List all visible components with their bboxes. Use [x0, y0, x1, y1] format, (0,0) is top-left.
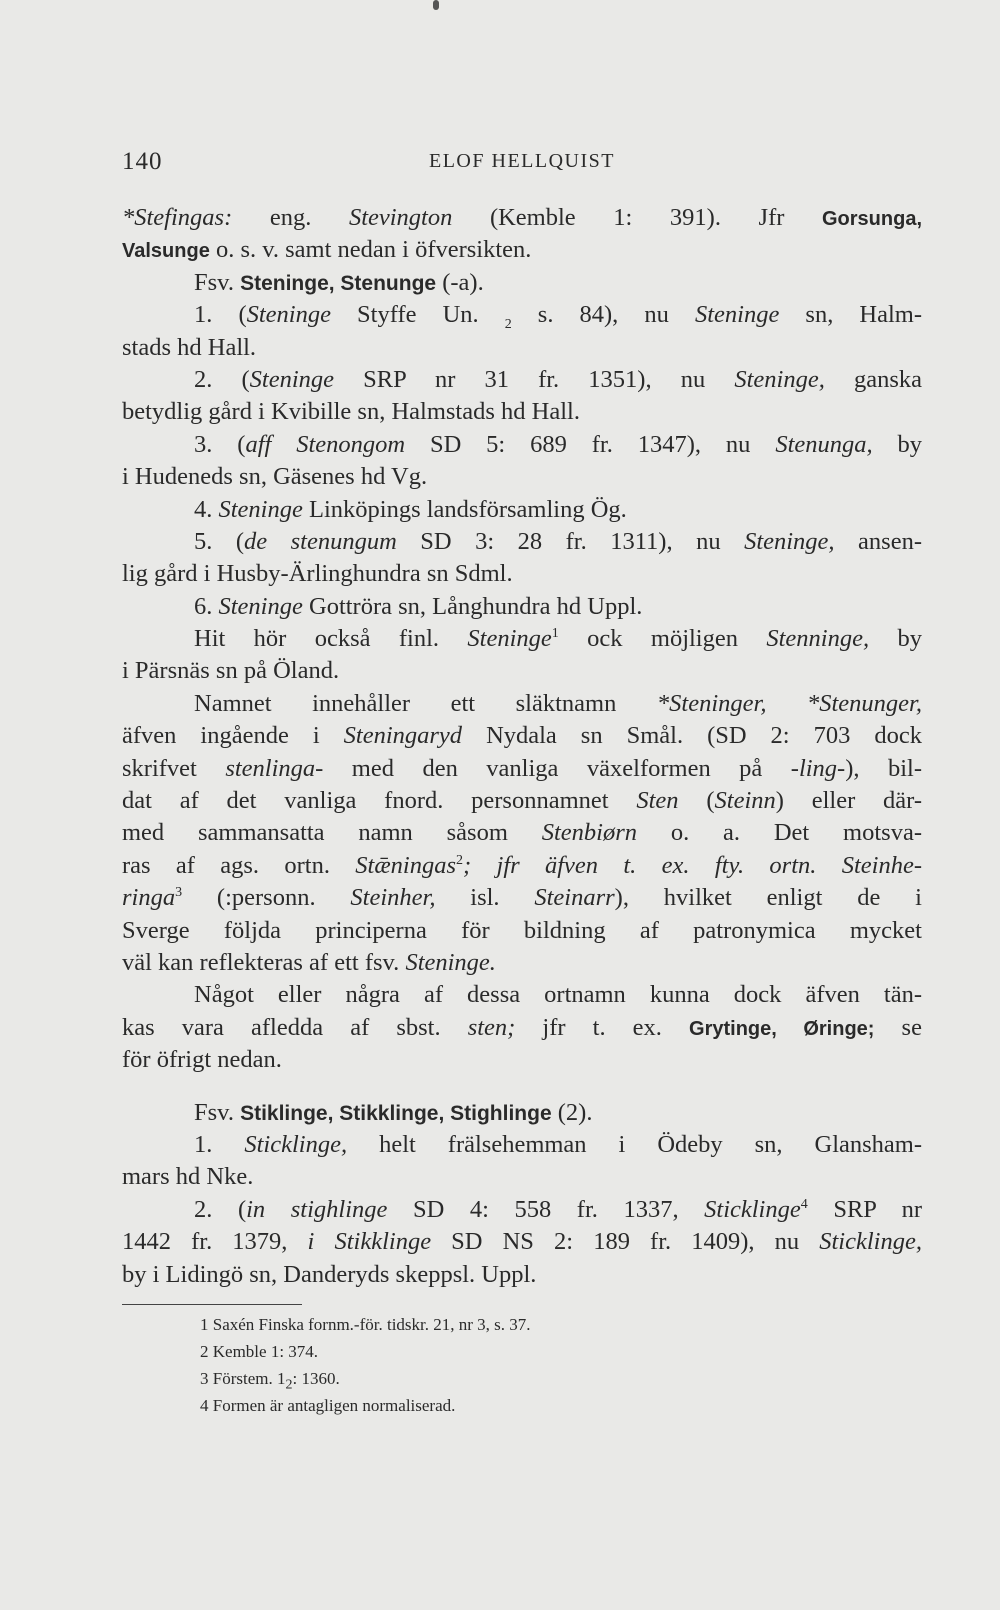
text-line: 1442 fr. 1379, i Stikklinge SD NS 2: 189 fr. 1409), nu Sticklinge, [122, 1228, 922, 1256]
text-line: Något eller några af dessa ortnamn kunna dock äfven tän- [194, 981, 922, 1009]
text-line: med sammansatta namn såsom Stenbiørn o. a. Det motsva- [122, 819, 922, 847]
text-line: ringa$^3$ (:personn. Steinher, isl. Steinarr), hvilket enligt de i [122, 884, 922, 912]
footnote: 1 Saxén Finska fornm.-för. tidskr. 21, nr 3, s. 37. [200, 1314, 531, 1334]
text-line: 1. Sticklinge, helt frälsehemman i Ödeby sn, Glansham- [194, 1130, 922, 1158]
text-line: *Stefingas: eng. Stevington (Kemble 1: 391). Jfr Gorsunga, [122, 204, 922, 231]
text-line: 3. (aff Stenongom SD 5: 689 fr. 1347), nu Stenunga, by [194, 430, 923, 458]
text-line: 2. (in stighlinge SD 4: 558 fr. 1337, Sticklinge$^4$ SRP nr [194, 1195, 922, 1223]
text-line: 2. (Steninge SRP nr 31 fr. 1351), nu Steninge, ganska [194, 365, 922, 393]
text-line: i Hudeneds sn, Gäsenes hd Vg. [122, 463, 428, 491]
page-number: 140 [122, 148, 163, 175]
text-line: by i Lidingö sn, Danderyds skeppsl. Uppl. [122, 1260, 537, 1288]
footnote: 4 Formen är antagligen normaliserad. [200, 1395, 456, 1415]
text-line: Namnet innehåller ett släktnamn *Steninger, *Stenunger, [194, 689, 922, 717]
text-line: Sverge följda principerna för bildning af patronymica mycket [122, 916, 922, 944]
text-line: betydlig gård i Kvibille sn, Halmstads hd Hall. [122, 398, 580, 426]
text-line: väl kan reflekteras af ett fsv. Steninge. [122, 948, 496, 976]
text-line: för öfrigt nedan. [122, 1046, 282, 1074]
footnote: 3 Förstem. $1_2$: 1360. [200, 1368, 340, 1393]
text-line: 6. Steninge Gottröra sn, Långhundra hd Uppl. [194, 592, 643, 620]
entry-heading: Fsv. Stiklinge, Stikklinge, Stighlinge (2). [194, 1098, 593, 1126]
text-line: 1. (Steninge Styffe Un. $_2$ s. 84), nu Steninge sn, Halm- [194, 301, 922, 333]
text-line: skrifvet stenlinga- med den vanliga växelformen på -ling-), bil- [122, 754, 922, 782]
text-line: Hit hör också finl. Steninge$^1$ ock möjligen Stenninge, by [194, 625, 922, 653]
text-line: kas vara afledda af sbst. sten; jfr t. ex. Grytinge, Øringe; se [122, 1013, 922, 1041]
text-line: i Pärsnäs sn på Öland. [122, 657, 340, 685]
text-line: dat af det vanliga fnord. personnamnet Sten (Steinn) eller där- [122, 787, 922, 815]
text-line: lig gård i Husby-Ärlinghundra sn Sdml. [122, 560, 513, 588]
body-text [122, 202, 922, 1419]
running-head: ELOF HELLQUIST [429, 150, 615, 172]
page-header [122, 148, 922, 182]
text-line: ras af ags. ortn. Stǣningas$^2$; jfr äfven t. ex. fty. ortn. Steinhe- [122, 851, 922, 879]
text-line: 5. (de stenungum SD 3: 28 fr. 1311), nu Steninge, ansen- [194, 527, 922, 555]
ink-speck [433, 0, 439, 10]
text-line: äfven ingående i Steningaryd Nydala sn Smål. (SD 2: 703 dock [122, 722, 922, 750]
entry-heading: Fsv. Steninge, Stenunge (-a). [194, 268, 484, 296]
footnote-rule [122, 1304, 302, 1305]
text-line: Valsunge o. s. v. samt nedan i öfversikten. [122, 236, 532, 264]
text-line: 4. Steninge Linköpings landsförsamling Ög. [194, 495, 627, 523]
footnote: 2 Kemble 1: 374. [200, 1341, 319, 1361]
text-line: mars hd Nke. [122, 1163, 254, 1191]
text-line: stads hd Hall. [122, 333, 257, 361]
